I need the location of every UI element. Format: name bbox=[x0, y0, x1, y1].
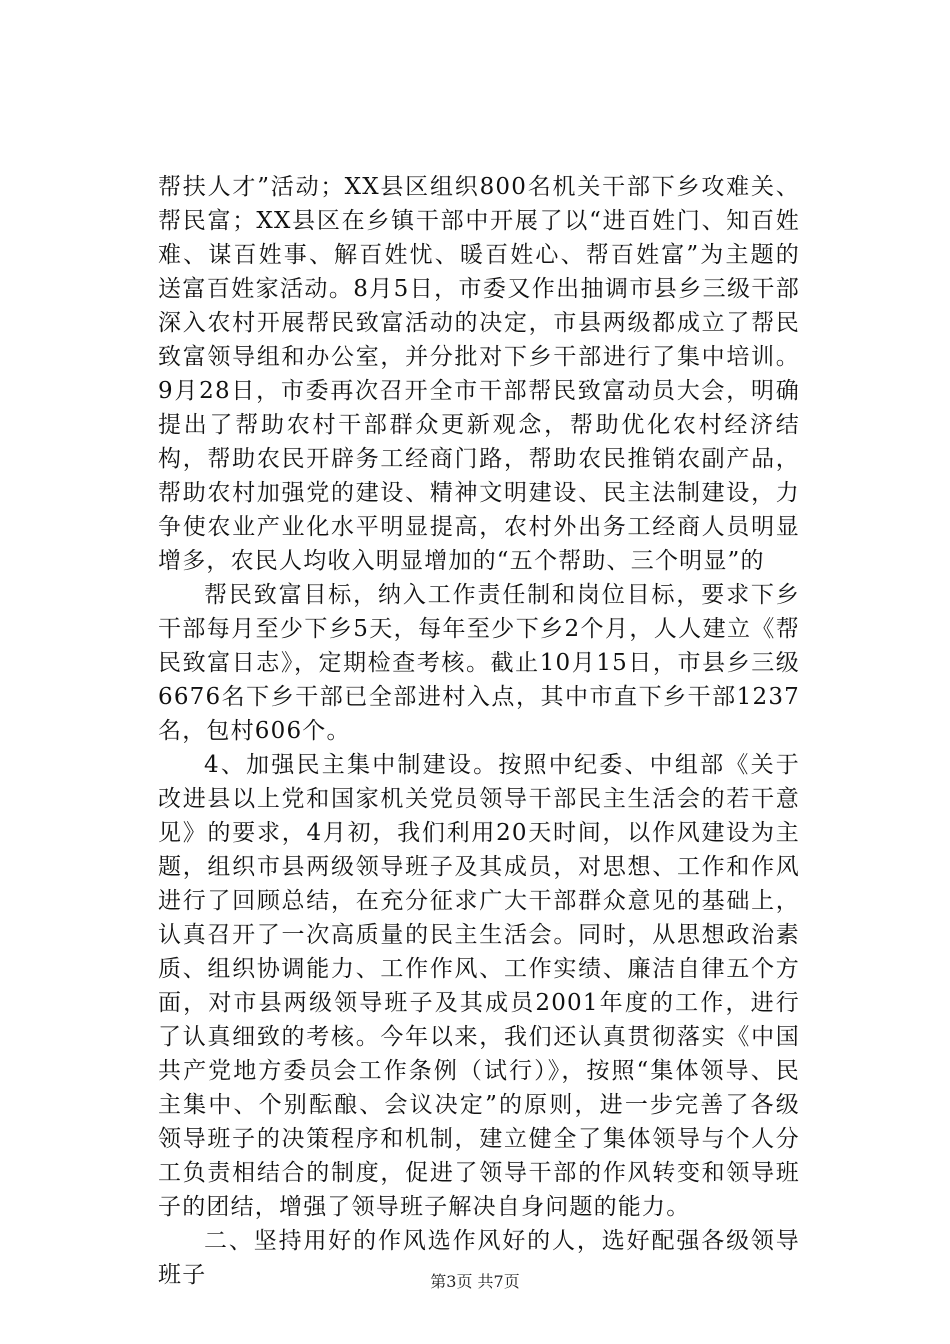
page-number-footer: 第3页 共7页 bbox=[430, 1272, 520, 1291]
paragraph-continuation: 帮扶人才”活动；XX县区组织800名机关干部下乡攻难关、帮民富；XX县区在乡镇干部中开展了以“进百姓门、知百姓难、谋百姓事、解百姓忧、暖百姓心、帮百姓富”为主题的送富百姓家活动。8月5日，市委又作出抽调市县乡三级干部深入农村开展帮民致富活动的决定，市县两级都成立了帮民致富领导组和办公室，并分批对下乡干部进行了集中培训。9月28日，市委再次召开全市干部帮民致富动员大会，明确提出了帮助农村干部群众更新观念，帮助优化农村经济结构，帮助农民开辟务工经商门路，帮助农民推销农副产品，帮助农村加强党的建设、精神文明建设、民主法制建设，力争使农业产业化水平明显提高，农村外出务工经商人员明显增多，农民人均收入明显增加的“五个帮助、三个明显”的 bbox=[158, 174, 800, 574]
section-heading-two: 二、坚持用好的作风选作风好的人，选好配强各级领导班子 bbox=[158, 1228, 800, 1288]
document-body bbox=[158, 170, 800, 1292]
paragraph-democratic-centralism: 4、加强民主集中制建设。按照中纪委、中组部《关于改进县以上党和国家机关党员领导干部民主生活会的若干意见》的要求，4月初，我们利用20天时间，以作风建设为主题，组织市县两级领导班子及其成员，对思想、工作和作风进行了回顾总结，在充分征求广大干部群众意见的基础上，认真召开了一次高质量的民主生活会。同时，从思想政治素质、组织协调能力、工作作风、工作实绩、廉洁自律五个方面，对市县两级领导班子及其成员2001年度的工作，进行了认真细致的考核。今年以来，我们还认真贯彻落实《中国共产党地方委员会工作条例（试行）》，按照“集体领导、民主集中、个别酝酿、会议决定”的原则，进一步完善了各级领导班子的决策程序和机制，建立健全了集体领导与个人分工负责相结合的制度，促进了领导干部的作风转变和领导班子的团结，增强了领导班子解决自身问题的能力。 bbox=[158, 752, 800, 1220]
paragraph-goal: 帮民致富目标，纳入工作责任制和岗位目标，要求下乡干部每月至少下乡5天，每年至少下乡2个月，人人建立《帮民致富日志》，定期检查考核。截止10月15日，市县乡三级6676名下乡干部已全部进村入点，其中市直下乡干部1237名，包村606个。 bbox=[158, 582, 800, 744]
